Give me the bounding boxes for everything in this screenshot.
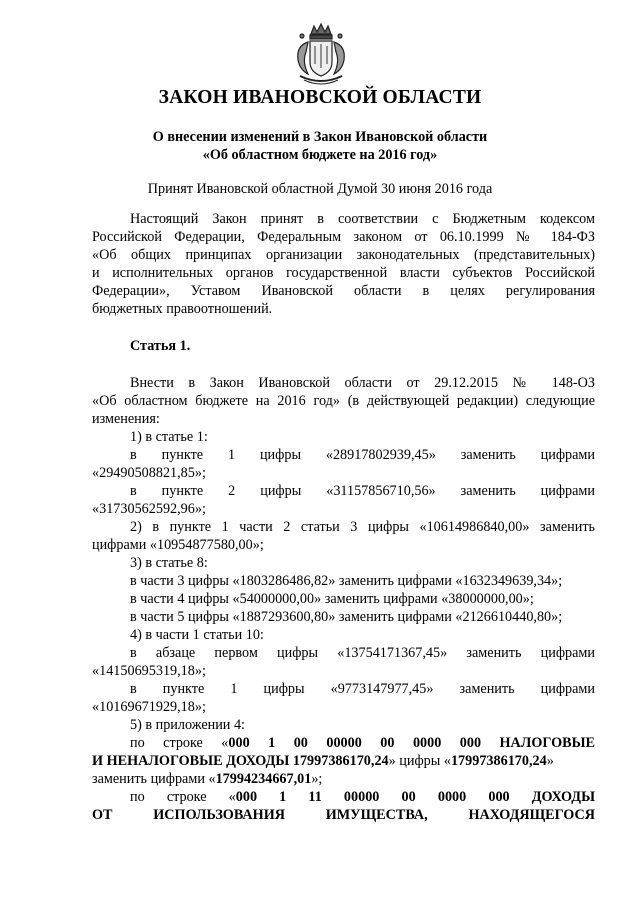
article-intro-line: Внести в Закон Ивановской области от 29.12.2015 № 148-ОЗ xyxy=(130,375,595,391)
item-3-heading: 3) в статье 8: xyxy=(130,555,208,571)
item-2: 2) в пункте 1 части 2 статьи 3 цифры «10614986840,00» заменить xyxy=(130,519,595,535)
item-4-paragraph: в абзаце первом цифры «13754171367,45» заменить цифрами xyxy=(130,645,595,661)
law-title: ЗАКОН ИВАНОВСКОЙ ОБЛАСТИ xyxy=(158,87,482,108)
item-1-point-2: в пункте 2 цифры «31157856710,56» заменить цифрами xyxy=(130,483,595,499)
subtitle-line-2: «Об областном бюджете на 2016 год» xyxy=(202,147,438,163)
item-4-paragraph-cont: «14150695319,18»; xyxy=(92,663,206,679)
item-5-row-1-cont: И НЕНАЛОГОВЫЕ ДОХОДЫ 17997386170,24» цифры «17997386170,24» xyxy=(92,753,554,769)
article-intro-line: «Об областном бюджете на 2016 год» (в действующей редакции) следующие xyxy=(92,393,595,409)
item-4-point: в пункте 1 цифры «9773147977,45» заменить цифрами xyxy=(130,681,595,697)
item-3-line: в части 3 цифры «1803286486,82» заменить цифрами «1632349639,34»; xyxy=(130,573,563,589)
preamble-line: Настоящий Закон принят в соответствии с Бюджетным кодексом xyxy=(130,211,595,227)
preamble-line: «Об общих принципах организации законодательных (представительных) xyxy=(92,247,595,263)
document-body xyxy=(92,210,595,824)
item-4-heading: 4) в части 1 статьи 10: xyxy=(130,627,264,643)
preamble-line: бюджетных правоотношений. xyxy=(92,301,273,317)
preamble-line: Федерации», Уставом Ивановской области в целях регулирования xyxy=(92,283,595,299)
adoption-note: Принят Ивановской областной Думой 30 июня 2016 года xyxy=(147,181,493,197)
item-5-row-2: по строке «000 1 11 00000 00 0000 000 ДОХОДЫ xyxy=(130,789,595,805)
preamble-line: Российской Федерации, Федеральным законом от 06.10.1999 № 184-ФЗ xyxy=(92,229,595,245)
item-1-point-1: в пункте 1 цифры «28917802939,45» заменить цифрами xyxy=(130,447,595,463)
article-heading: Статья 1. xyxy=(130,338,191,354)
item-5-row-2-cont: ОТ ИСПОЛЬЗОВАНИЯ ИМУЩЕСТВА, НАХОДЯЩЕГОСЯ xyxy=(92,807,595,823)
item-3-line: в части 5 цифры «1887293600,80» заменить цифрами «2126610440,80»; xyxy=(130,609,563,625)
item-1-point-1-cont: «29490508821,85»; xyxy=(92,465,206,481)
item-5-row-1-replace: заменить цифрами «17994234667,01»; xyxy=(92,771,323,787)
subtitle-line-1: О внесении изменений в Закон Ивановской области xyxy=(152,129,488,145)
item-5-heading: 5) в приложении 4: xyxy=(130,717,245,733)
item-1-heading: 1) в статье 1: xyxy=(130,429,208,445)
item-2-cont: цифрами «10954877580,00»; xyxy=(92,537,264,553)
article-intro-line: изменения: xyxy=(92,411,160,427)
item-5-row-1: по строке «000 1 00 00000 00 0000 000 НАЛОГОВЫЕ xyxy=(130,735,595,751)
item-1-point-2-cont: «31730562592,96»; xyxy=(92,501,206,517)
preamble-line: и исполнительных органов государственной власти субъектов Российской xyxy=(92,265,595,281)
item-4-point-cont: «10169671929,18»; xyxy=(92,699,206,715)
coat-of-arms-emblem xyxy=(290,22,352,88)
law-subtitle xyxy=(0,128,640,164)
item-3-line: в части 4 цифры «54000000,00» заменить цифрами «38000000,00»; xyxy=(130,591,534,607)
